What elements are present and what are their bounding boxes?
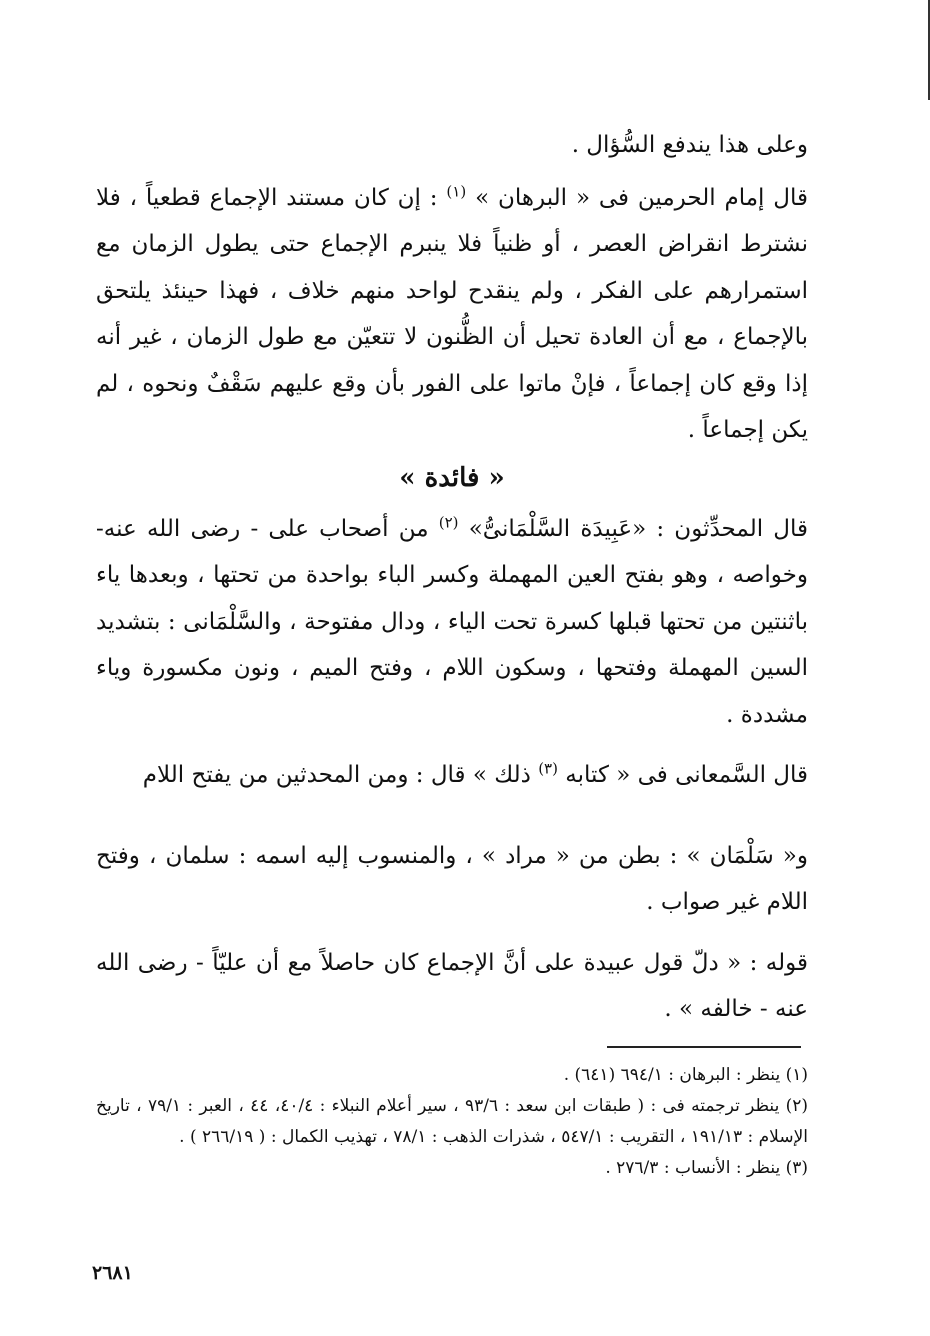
paragraph-2 [96, 175, 808, 454]
section-heading: « فائدة » [399, 462, 505, 493]
main-text [96, 122, 808, 1033]
footnote-divider [607, 1046, 801, 1048]
footnotes [96, 1060, 808, 1184]
paragraph-6-text: قوله : « دلّ قول عبيدة على أنَّ الإجماع كان حاصلاً مع أن عليّاً - رضى الله عنه - خالفه » . [96, 949, 808, 1022]
footnote-1: (١) ينظر : البرهان : ٦٩٤/١ (٦٤١) . [563, 1065, 808, 1085]
paragraph-5-text: و« سَلْمَان » : بطن من « مراد » ، والمنسوب إليه اسمه : سلمان ، وفتح اللام غير صواب . [96, 842, 808, 915]
paragraph-6 [96, 940, 808, 1033]
paragraph-1-text: وعلى هذا يندفع السُّؤال . [571, 132, 808, 158]
paragraph-3-body: من أصحاب على - رضى الله عنه- وخواصه ، وهو بفتح العين المهملة وكسر الباء بواحدة من تحتها ، وبعدها ياء باثنتين من تحتها قبلها كسرة تحت الياء ، ودال مفتوحة ، والسَّلْمَانى : بتشديد السين المهملة وفتحها ، وسكون اللام ، وفتح الميم ، ونون مكسورة وياء مشددة . [96, 515, 808, 728]
paragraph-2-lead: قال إمام الحرمين فى « البرهان » [475, 184, 809, 211]
footnote-3: (٣) ينظر : الأنساب : ٢٧٦/٣ . [605, 1158, 808, 1178]
paragraph-1 [96, 122, 808, 169]
paragraph-4 [96, 752, 808, 799]
footnote-2: (٢) ينظر ترجمته فى : ( طبقات ابن سعد : ٩٣/٦ ، سير أعلام النبلاء : ٤٠/٤، ٤٤ ، العبر : ٧٩/١ ، تاريخ الإسلام : ١٩١/١٣ ، التقريب : ٥٤٧/١ ، شذرات الذهب : ٧٨/١ ، تهذيب الكمال : ( ٢٦٦/١٩ ) . [96, 1096, 809, 1147]
paragraph-3 [96, 506, 808, 739]
paragraph-4-body: ذلك » قال : ومن المحدثين من يفتح اللام [142, 762, 531, 788]
footnote-marker-1: (١) [446, 181, 467, 200]
paragraph-2-body: : إن كان مستند الإجماع قطعياً ، فلا نشترط انقراض العصر ، أو ظنياً فلا ينبرم الإجماع حتى يطول الزمان مع استمرارهم على الفكر ، ولم ينقدح لواحد منهم خلاف ، فهذا حينئذ يلتحق بالإجماع ، مع أن العادة تحيل أن الظُّنون لا تتعيّن مع طول الزمان ، غير أنه إذا وقع كان إجماعاً ، فإنْ ماتوا على الفور بأن وقع عليهم سَقْفٌ ونحوه ، لم يكن إجماعاً . [96, 184, 808, 443]
paragraph-5 [96, 833, 808, 926]
page-number: ٢٦٨١ [92, 1262, 133, 1284]
footnote-marker-2: (٢) [438, 512, 459, 531]
blank-gap [96, 799, 808, 833]
paragraph-4-lead: قال السَّمعانى فى « كتابه [565, 762, 808, 788]
paragraph-3-lead: قال المحدِّثون : «عَبِيدَة السَّلْمَانىُّ» [468, 515, 808, 542]
footnote-marker-3: (٣) [538, 759, 558, 778]
